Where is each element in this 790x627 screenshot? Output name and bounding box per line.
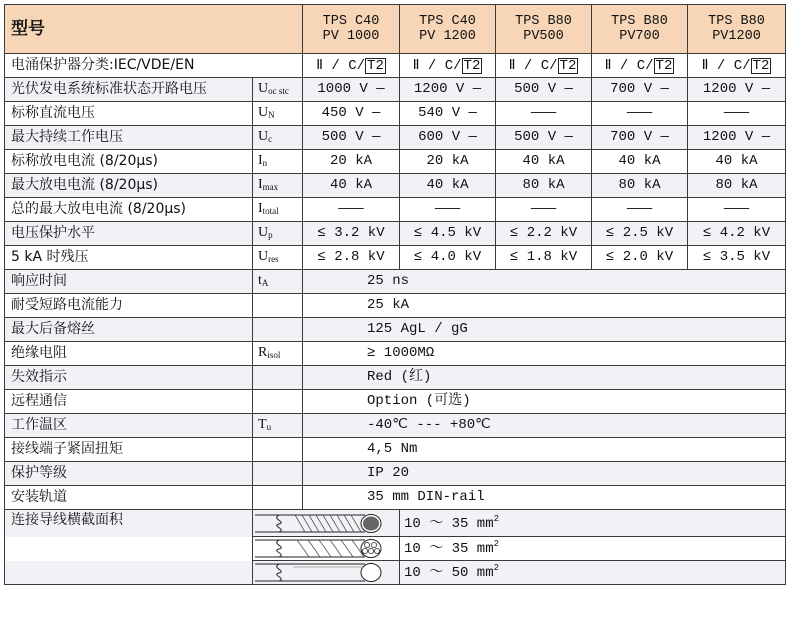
value-cell [592,54,688,78]
symbol-cell [253,486,303,510]
value-cell: 1000 V — [303,78,400,102]
value-cell: 20 kA [303,150,400,174]
shared-value-cell: ≥ 1000MΩ [303,342,786,366]
symbol-cell [253,102,303,126]
symbol-cell [253,390,303,414]
symbol: U [258,105,269,121]
value-cell: ——— [400,198,496,222]
wire-size-value: 10 ～ 50 mm [404,565,494,582]
value-cell: 1200 V — [400,78,496,102]
stranded-fine-wire-icon [253,512,391,535]
shared-value-cell: 35 mm DIN-rail [303,486,786,510]
header-row [5,5,786,54]
spec-sheet [4,4,785,585]
wire-illustration-cell [253,561,400,585]
parameter-name: 失效指示 [5,366,253,390]
table-row [5,126,786,150]
value-cell: 40 kA [688,150,786,174]
parameter-name: 电涌保护器分类:IEC/VDE/EN [5,54,303,78]
model-column-header: TPS C40 PV 1200 [400,5,496,54]
value-cell: 600 V — [400,126,496,150]
value-cell: 450 V — [303,102,400,126]
class-prefix: Ⅱ / C/ [604,57,654,74]
value-cell: ——— [496,198,592,222]
parameter-name: 保护等级 [5,462,253,486]
parameter-name: 安装轨道 [5,486,253,510]
value-cell: ≤ 2.5 kV [592,222,688,246]
parameter-name: 最大持续工作电压 [5,126,253,150]
symbol-subscript: n [262,158,268,169]
class-boxed: T2 [655,57,673,74]
value-cell: 500 V — [496,126,592,150]
value-cell: 700 V — [592,78,688,102]
symbol: R [258,345,268,361]
symbol: U [258,81,269,97]
parameter-name: 工作温区 [5,414,253,438]
class-prefix: Ⅱ / C/ [412,57,462,74]
table-row [5,294,786,318]
wire-size-value: 10 ～ 35 mm [404,515,494,532]
table-row [5,438,786,462]
value-cell: 40 kA [592,150,688,174]
value-cell: 500 V — [303,126,400,150]
symbol-cell [253,150,303,174]
symbol-subscript: u [266,422,272,433]
value-cell: 500 V — [496,78,592,102]
class-boxed: T2 [752,57,770,74]
value-cell: ≤ 2.8 kV [303,246,400,270]
value-cell: ≤ 1.8 kV [496,246,592,270]
symbol-cell [253,342,303,366]
symbol: I [258,201,263,217]
table-row [5,366,786,390]
parameter-name [5,537,253,561]
table-row [5,102,786,126]
parameter-name: 总的最大放电电流 (8/20μs) [5,198,253,222]
value-cell: ≤ 2.2 kV [496,222,592,246]
parameter-name: 5 kA 时残压 [5,246,253,270]
table-row [5,390,786,414]
symbol-cell [253,174,303,198]
symbol-cell [253,438,303,462]
symbol: I [258,177,263,193]
shared-value-cell: Option (可选) [303,390,786,414]
model-column-header: TPS B80 PV1200 [688,5,786,54]
symbol-cell [253,246,303,270]
symbol-cell [253,318,303,342]
symbol: U [258,225,269,241]
table-row [5,150,786,174]
symbol-cell [253,222,303,246]
shared-value-cell: Red (红) [303,366,786,390]
parameter-name [5,561,253,585]
table-row [5,246,786,270]
symbol-subscript: p [268,230,273,241]
symbol-subscript: N [268,110,275,121]
parameter-name: 耐受短路电流能力 [5,294,253,318]
symbol: T [258,417,267,433]
parameter-name: 电压保护水平 [5,222,253,246]
value-cell: 700 V — [592,126,688,150]
class-boxed: T2 [367,57,384,74]
table-row [5,462,786,486]
parameter-name: 接线端子紧固扭矩 [5,438,253,462]
symbol-cell [253,462,303,486]
symbol: t [258,273,262,289]
class-boxed: T2 [559,57,577,74]
class-boxed: T2 [463,57,481,74]
class-prefix: Ⅱ / C/ [316,57,366,74]
shared-value-cell [400,537,786,561]
shared-value-cell: 25 ns [303,270,786,294]
table-row [5,486,786,510]
table-row [5,561,786,585]
parameter-name: 最大后备熔丝 [5,318,253,342]
model-title: 型号 [5,5,303,54]
value-cell: ≤ 3.2 kV [303,222,400,246]
table-row [5,198,786,222]
symbol-subscript: oc stc [268,86,289,97]
value-cell: 40 kA [303,174,400,198]
symbol-subscript: isol [267,350,281,361]
value-cell [688,54,786,78]
value-cell: 540 V — [400,102,496,126]
value-cell: ——— [688,198,786,222]
symbol: U [258,249,269,265]
symbol-subscript: total [262,206,279,217]
value-cell: ≤ 3.5 kV [688,246,786,270]
shared-value-cell [400,561,786,585]
class-prefix: Ⅱ / C/ [701,57,751,74]
class-prefix: Ⅱ / C/ [508,57,558,74]
value-cell: ≤ 4.2 kV [688,222,786,246]
parameter-name: 绝缘电阻 [5,342,253,366]
value-cell: 80 kA [592,174,688,198]
wire-illustration-cell [253,537,400,561]
wire-size-value: 10 ～ 35 mm [404,541,494,558]
parameter-name: 远程通信 [5,390,253,414]
solid-wire-icon [253,561,391,584]
parameter-name: 最大放电电流 (8/20μs) [5,174,253,198]
table-row [5,270,786,294]
wire-illustration-cell [253,510,400,537]
wire-size-superscript: 2 [493,539,500,550]
parameter-name: 标称直流电压 [5,102,253,126]
parameter-name: 连接导线横截面积 [5,510,253,537]
model-column-header: TPS B80 PV700 [592,5,688,54]
table-row [5,537,786,561]
value-cell: ——— [592,102,688,126]
value-cell: 40 kA [400,174,496,198]
value-cell: 20 kA [400,150,496,174]
symbol-cell [253,366,303,390]
table-row [5,222,786,246]
value-cell: 80 kA [688,174,786,198]
value-cell: 80 kA [496,174,592,198]
value-cell: 1200 V — [688,126,786,150]
table-row [5,54,786,78]
symbol-subscript: c [268,134,273,145]
parameter-name: 光伏发电系统标准状态开路电压 [5,78,253,102]
table-row [5,414,786,438]
parameter-name: 标称放电电流 (8/20μs) [5,150,253,174]
symbol-cell [253,414,303,438]
model-column-header: TPS C40 PV 1000 [303,5,400,54]
value-cell: ——— [688,102,786,126]
model-column-header: TPS B80 PV500 [496,5,592,54]
wire-size-superscript: 2 [493,563,500,574]
value-cell: ≤ 2.0 kV [592,246,688,270]
shared-value-cell [400,510,786,537]
value-cell: ≤ 4.5 kV [400,222,496,246]
shared-value-cell: 25 kA [303,294,786,318]
shared-value-cell: IP 20 [303,462,786,486]
stranded-wire-icon [253,537,391,560]
table-row [5,342,786,366]
wire-size-superscript: 2 [493,513,500,524]
value-cell: ——— [303,198,400,222]
symbol-subscript: res [268,254,279,265]
value-cell [400,54,496,78]
table-row [5,78,786,102]
shared-value-cell: 4,5 Nm [303,438,786,462]
symbol-cell [253,198,303,222]
value-cell: 40 kA [496,150,592,174]
table-row [5,174,786,198]
table-row [5,318,786,342]
symbol: U [258,129,269,145]
spec-table [4,4,786,585]
symbol-subscript: A [261,278,269,289]
value-cell: 1200 V — [688,78,786,102]
value-cell: ——— [496,102,592,126]
value-cell [496,54,592,78]
symbol-cell [253,270,303,294]
symbol-cell [253,78,303,102]
value-cell: ≤ 4.0 kV [400,246,496,270]
parameter-name: 响应时间 [5,270,253,294]
shared-value-cell: -40℃ --- +80℃ [303,414,786,438]
symbol-cell [253,126,303,150]
symbol-cell [253,294,303,318]
value-cell [303,54,400,78]
value-cell: ——— [592,198,688,222]
shared-value-cell: 125 AgL / gG [303,318,786,342]
table-row [5,510,786,537]
symbol: I [258,153,263,169]
symbol-subscript: max [262,182,279,193]
